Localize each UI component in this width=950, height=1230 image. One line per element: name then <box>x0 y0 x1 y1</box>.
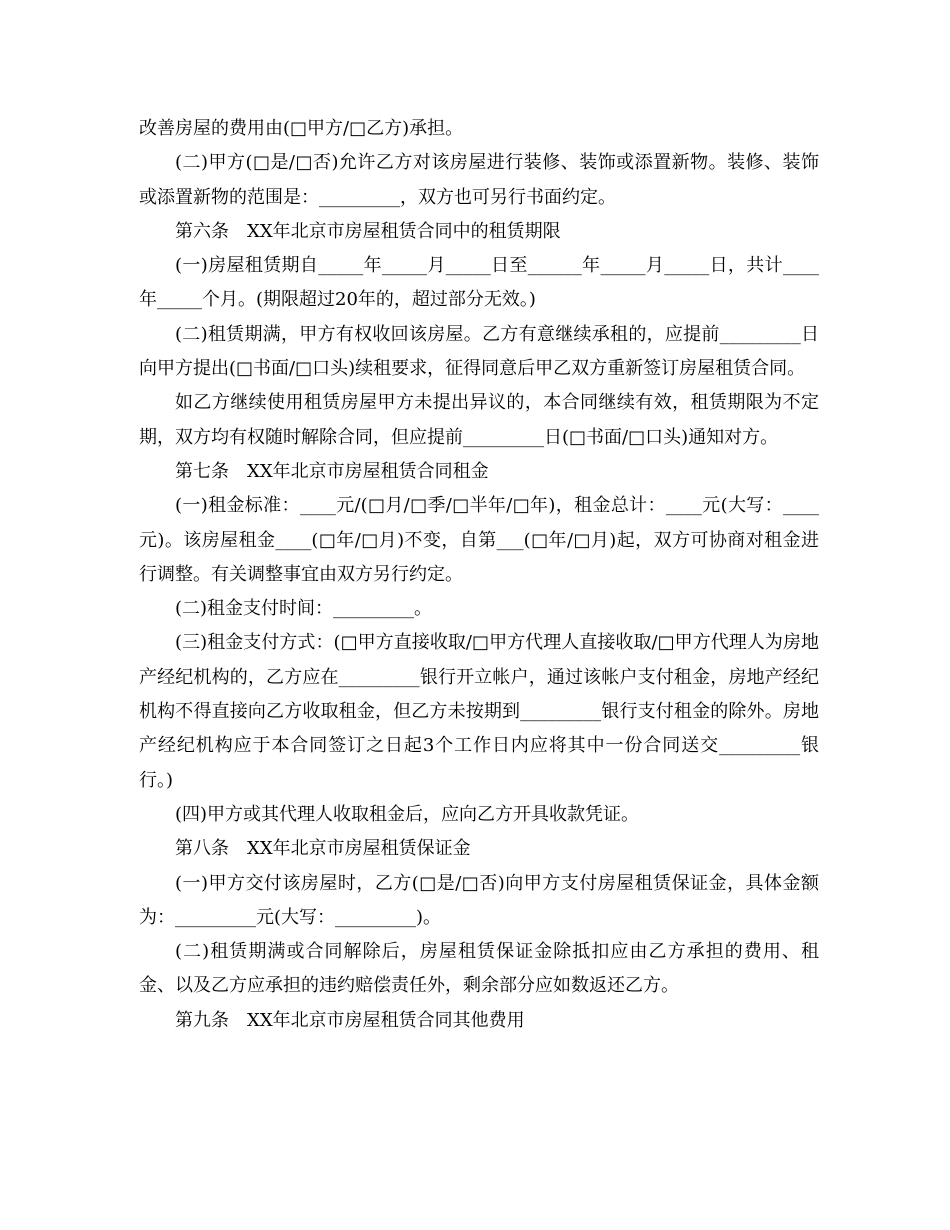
paragraph-9: (三)租金支付方式：(□甲方直接收取/□甲方代理人直接收取/□甲方代理人为房地产经纪机构的，乙方应在_________银行开立帐户，通过该帐户支付租金，房地产经纪机构不得直接向乙方收取租金，但乙方未按期到_________银行支付租金的除外。房地产经纪机构应于本合同签订之日起3个工作日内应将其中一份合同送交_________银行。) <box>139 632 819 791</box>
paragraph-10: (四)甲方或其代理人收取租金后，应向乙方开具收款凭证。 <box>175 803 640 825</box>
section-heading-8: 第八条 XX年北京市房屋租赁保证金 <box>175 838 471 860</box>
section-heading-6: 第六条 XX年北京市房屋租赁合同中的租赁期限 <box>175 220 561 242</box>
paragraph-3: (一)房屋租赁期自_____年_____月_____日至______年_____月_____日，共计____年_____个月。(期限超过20年的，超过部分无效。) <box>139 255 819 311</box>
paragraph-0: 改善房屋的费用由(□甲方/□乙方)承担。 <box>139 118 464 139</box>
document-body <box>139 112 819 1038</box>
paragraph-5: 如乙方继续使用租赁房屋甲方未提出异议的，本合同继续有效，租赁期限为不定期，双方均有权随时解除合同，但应提前_________日(□书面/□口头)通知对方。 <box>139 392 819 448</box>
paragraph-13: (二)租赁期满或合同解除后，房屋租赁保证金除抵扣应由乙方承担的费用、租金、以及乙方应承担的违约赔偿责任外，剩余部分应如数返还乙方。 <box>139 941 819 997</box>
section-heading-7: 第七条 XX年北京市房屋租赁合同租金 <box>175 460 489 482</box>
paragraph-12: (一)甲方交付该房屋时，乙方(□是/□否)向甲方支付房屋租赁保证金，具体金额为：_________元(大写：_________)。 <box>139 872 819 928</box>
section-heading-9: 第九条 XX年北京市房屋租赁合同其他费用 <box>175 1009 525 1031</box>
paragraph-8: (二)租金支付时间：_________。 <box>175 598 433 620</box>
paragraph-7: (一)租金标准：____元/(□月/□季/□半年/□年)，租金总计：____元(大写：____元)。该房屋租金____(□年/□月)不变，自第___(□年/□月)起，双方可协商对租金进行调整。有关调整事宜由双方另行约定。 <box>139 495 820 585</box>
paragraph-1: (二)甲方(□是/□否)允许乙方对该房屋进行装修、装饰或添置新物。装修、装饰或添置新物的范围是：_________，双方也可另行书面约定。 <box>139 152 819 208</box>
paragraph-4: (二)租赁期满，甲方有权收回该房屋。乙方有意继续承租的，应提前_________日向甲方提出(□书面/□口头)续租要求，征得同意后甲乙双方重新签订房屋租赁合同。 <box>139 323 819 380</box>
